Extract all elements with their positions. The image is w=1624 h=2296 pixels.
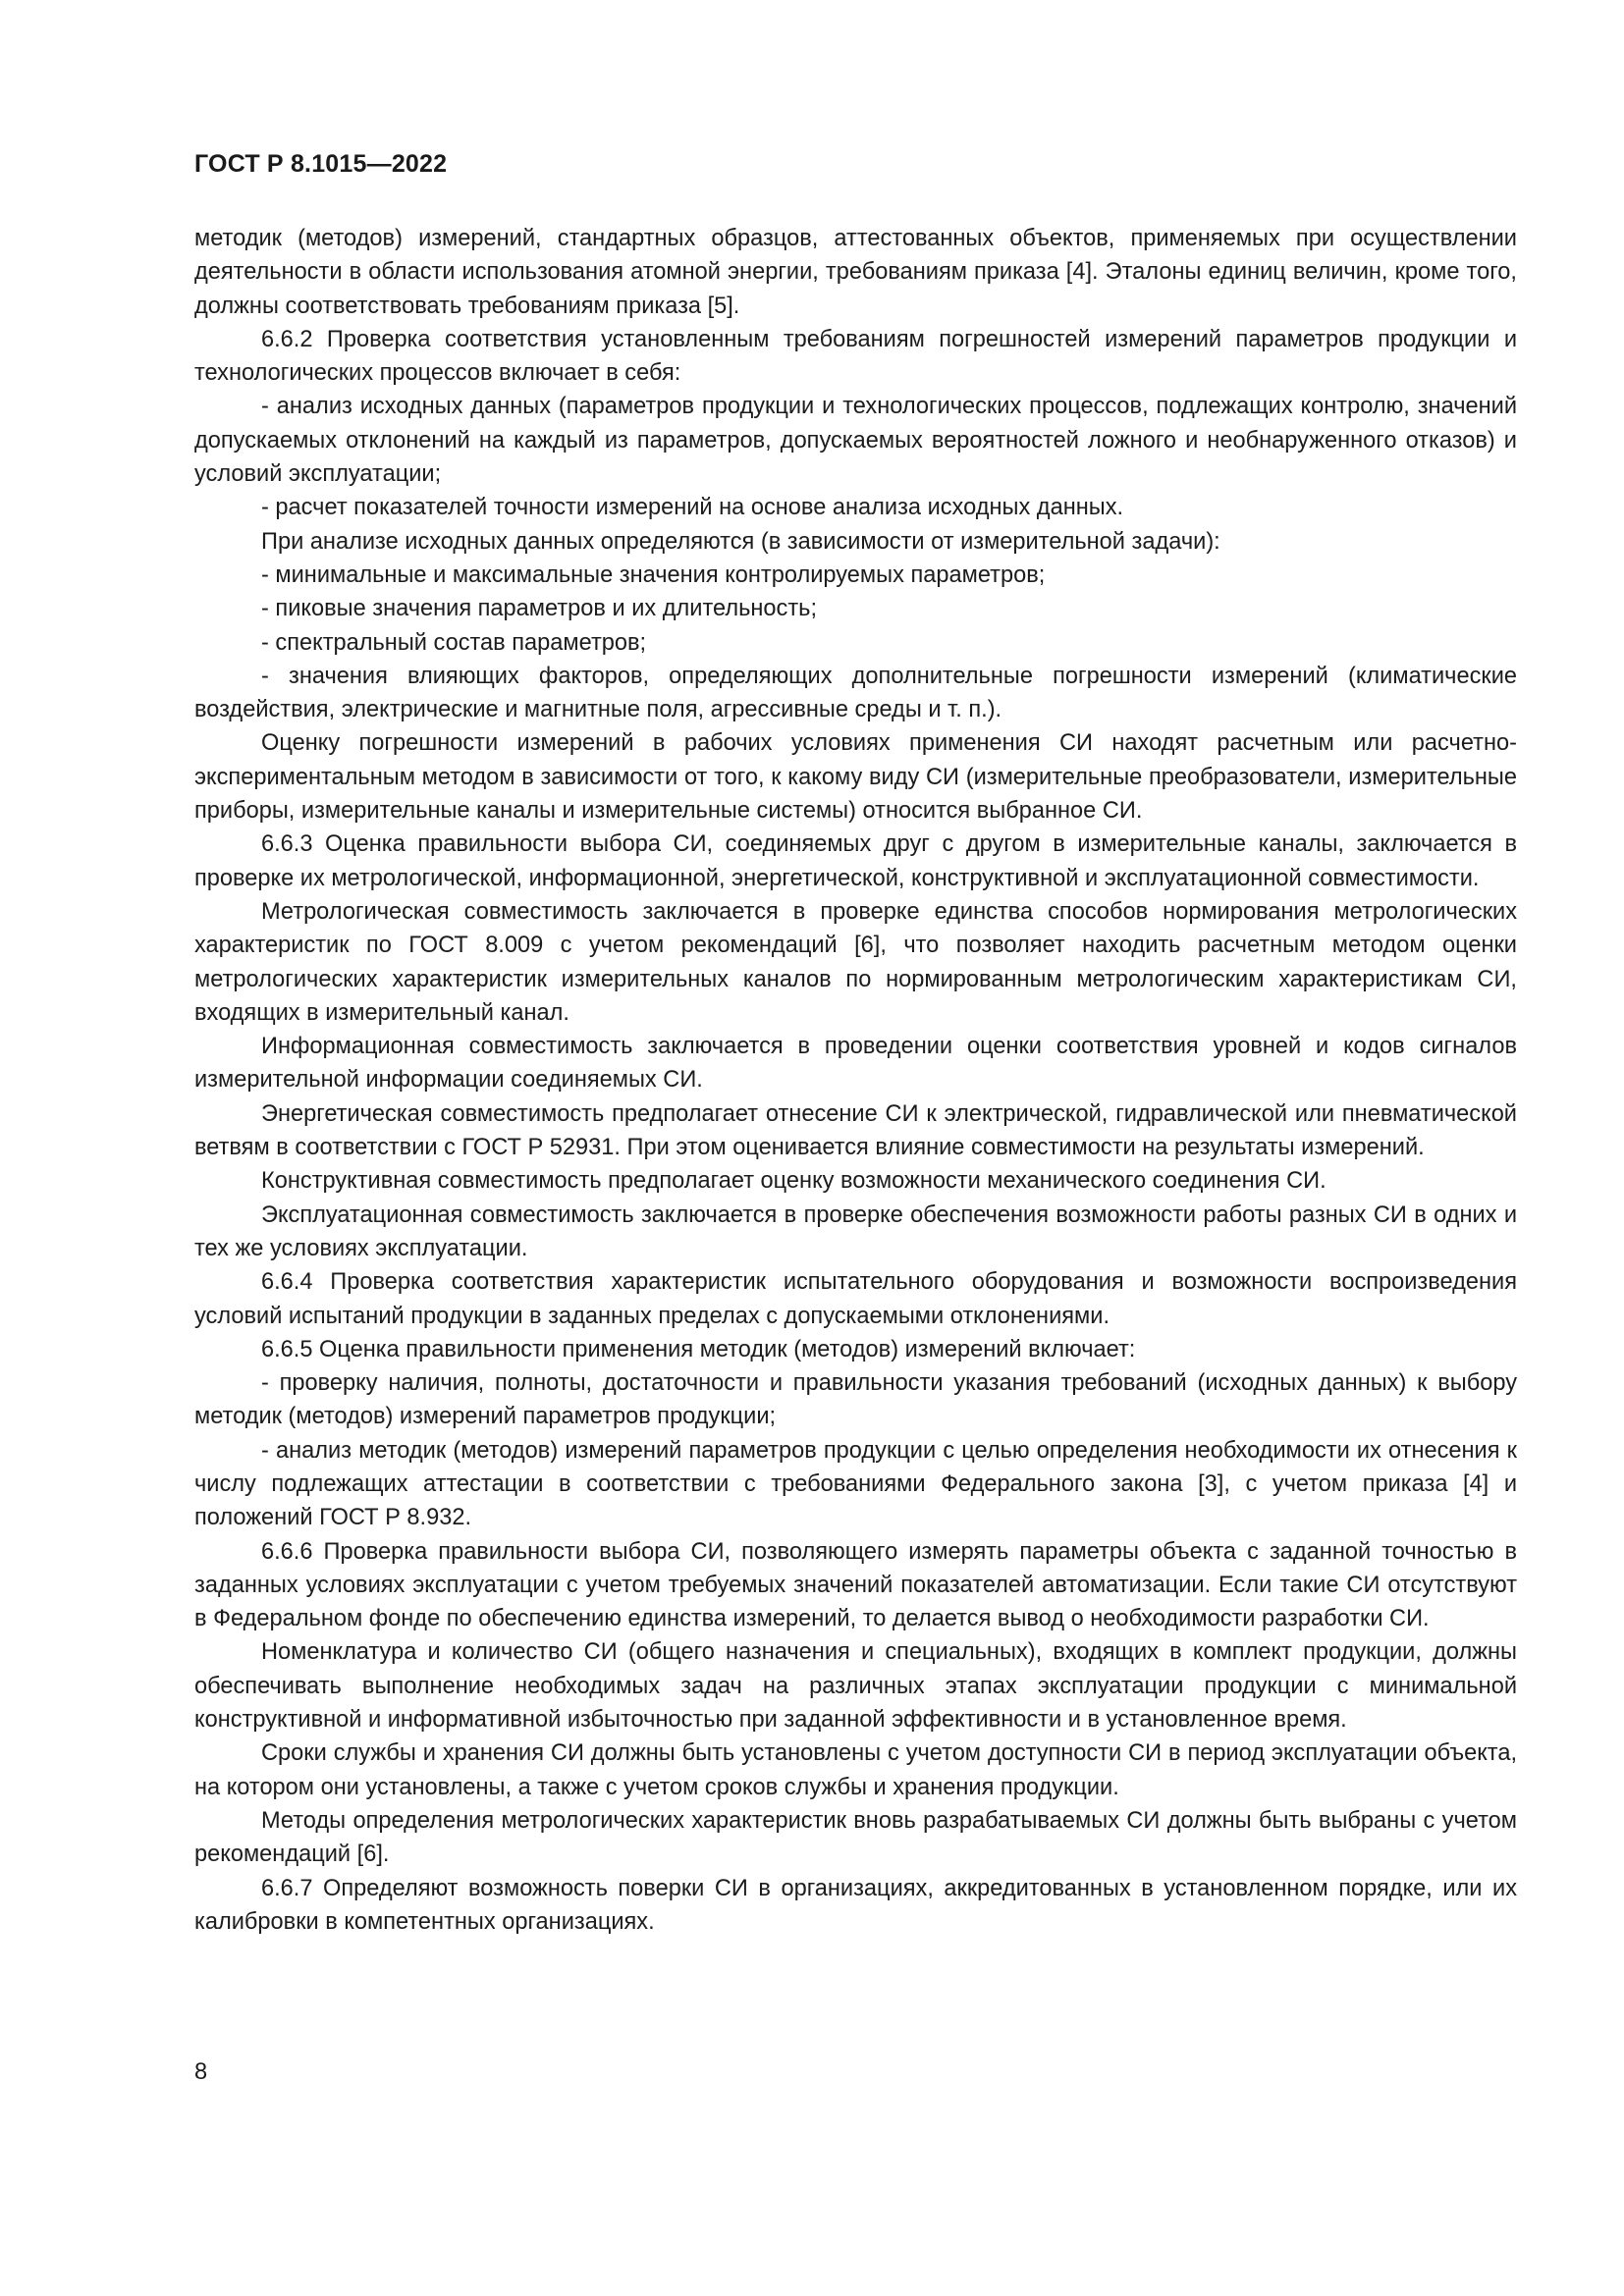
paragraph-error-estimation: Оценку погрешности измерений в рабочих условиях применения СИ находят расчетным или расчетно-экспериментальным методом в зависимости от того, к какому виду СИ (измерительные преобразователи, измерительные приборы, измерительные каналы и измерительные системы) относится выбранное СИ. — [194, 730, 1517, 825]
paragraph-structural-compatibility: Конструктивная совместимость предполагает оценку возможности механического соединения СИ. — [261, 1168, 1326, 1195]
list-item-methods-analysis: - анализ методик (методов) измерений параметров продукции с целью определения необходимости их отнесения к числу подлежащих аттестации в соответствии с требованиями Федерального закона [3], с учетом приказа [4] и положений ГОСТ Р 8.932. — [194, 1437, 1517, 1531]
paragraph-service-life: Сроки службы и хранения СИ должны быть установлены с учетом доступности СИ в период эксплуатации объекта, на котором они установлены, а также с учетом сроков службы и хранения продукции. — [194, 1740, 1517, 1800]
document-header: ГОСТ Р 8.1015—2022 — [194, 150, 448, 178]
paragraph-source-data-intro: При анализе исходных данных определяются (в зависимости от измерительной задачи): — [261, 528, 1220, 555]
paragraph-6-6-5: 6.6.5 Оценка правильности применения методик (методов) измерений включает: — [261, 1336, 1136, 1362]
paragraph-continuation: методик (методов) измерений, стандартных образцов, аттестованных объектов, применяемых при осуществлении деятельности в области использования атомной энергии, требованиям приказа [4]. Эталоны единиц величин, кроме того, должны соответствовать требованиям приказа [5]. — [194, 226, 1517, 319]
list-item-requirements-check: - проверку наличия, полноты, достаточности и правильности указания требований (исходных данных) к выбору методик (методов) измерений параметров продукции; — [194, 1370, 1517, 1430]
paragraph-information-compatibility: Информационная совместимость заключается в проведении оценки соответствия уровней и кодов сигналов измерительной информации соединяемых СИ. — [194, 1034, 1517, 1094]
list-item-accuracy-calculation: - расчет показателей точности измерений на основе анализа исходных данных. — [261, 495, 1124, 521]
paragraph-6-6-2: 6.6.2 Проверка соответствия установленным требованиям погрешностей измерений параметров продукции и технологических процессов включает в себя: — [194, 326, 1517, 387]
list-item-min-max-values: - минимальные и максимальные значения контролируемых параметров; — [261, 561, 1046, 588]
list-item-peak-values: - пиковые значения параметров и их длительность; — [261, 596, 818, 622]
paragraph-6-6-6: 6.6.6 Проверка правильности выбора СИ, позволяющего измерять параметры объекта с заданной точностью в заданных условиях эксплуатации с учетом требуемых значений показателей автоматизации. Если такие СИ отсутствуют в Федеральном фонде по обеспечению единства измерений, то делается вывод о необходимости разработки СИ. — [194, 1538, 1517, 1632]
page-number: 8 — [194, 2059, 208, 2085]
paragraph-6-6-7: 6.6.7 Определяют возможность поверки СИ в организациях, аккредитованных в установленном порядке, или их калибровки в компетентных организациях. — [194, 1875, 1517, 1935]
list-item-spectral-composition: - спектральный состав параметров; — [261, 629, 647, 656]
list-item-source-data-analysis: - анализ исходных данных (параметров продукции и технологических процессов, подлежащих контролю, значений допускаемых отклонений на каждый из параметров, допускаемых вероятностей ложного и необнаруженного отказов) и условий эксплуатации; — [194, 394, 1517, 488]
paragraph-energy-compatibility: Энергетическая совместимость предполагает отнесение СИ к электрической, гидравлической или пневматической ветвям в соответствии с ГОСТ Р 52931. При этом оценивается влияние совместимости на результаты измерений. — [194, 1100, 1517, 1161]
paragraph-metrological-compatibility: Метрологическая совместимость заключается в проверке единства способов нормирования метрологических характеристик по ГОСТ 8.009 с учетом рекомендаций [6], что позволяет находить расчетным методом оценки метрологических характеристик измерительных каналов по нормированным метрологическим характеристикам СИ, входящих в измерительный канал. — [194, 898, 1517, 1026]
paragraph-6-6-3: 6.6.3 Оценка правильности выбора СИ, соединяемых друг с другом в измерительные каналы, заключается в проверке их метрологической, информационной, энергетической, конструктивной и эксплуатационной совместимости. — [194, 831, 1517, 891]
paragraph-operational-compatibility: Эксплуатационная совместимость заключается в проверке обеспечения возможности работы разных СИ в одних и тех же условиях эксплуатации. — [194, 1201, 1517, 1261]
list-item-influencing-factors: - значения влияющих факторов, определяющих дополнительные погрешности измерений (климатические воздействия, электрические и магнитные поля, агрессивные среды и т. п.). — [194, 663, 1517, 723]
paragraph-nomenclature: Номенклатура и количество СИ (общего назначения и специальных), входящих в комплект продукции, должны обеспечивать выполнение необходимых задач на различных этапах эксплуатации продукции с минимальной конструктивной и информативной избыточностью при заданной эффективности и в установленное время. — [194, 1639, 1517, 1734]
document-body — [194, 222, 1517, 1939]
paragraph-6-6-4: 6.6.4 Проверка соответствия характеристик испытательного оборудования и возможности воспроизведения условий испытаний продукции в заданных пределах с допускаемыми отклонениями. — [194, 1269, 1517, 1329]
paragraph-characteristics-methods: Методы определения метрологических характеристик вновь разрабатываемых СИ должны быть выбраны с учетом рекомендаций [6]. — [194, 1807, 1517, 1868]
